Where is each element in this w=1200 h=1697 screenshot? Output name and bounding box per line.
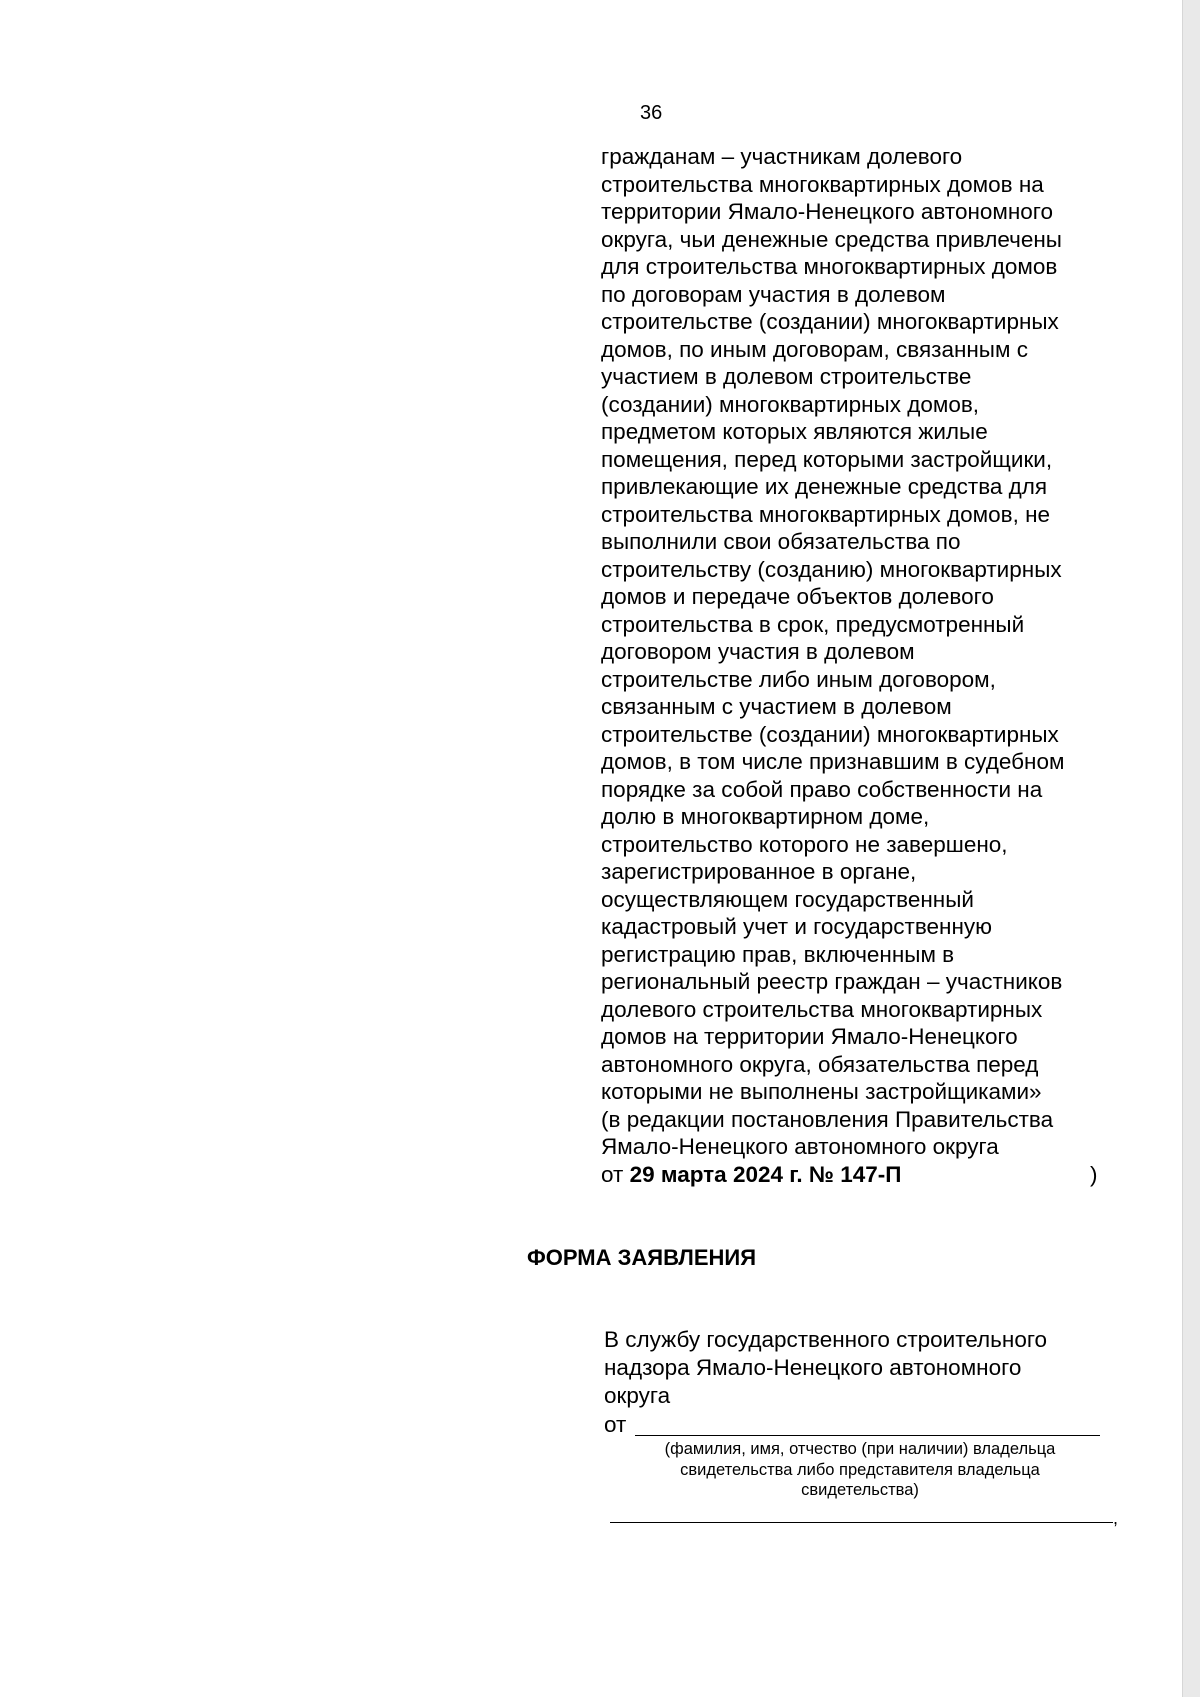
appendix-line: участием в долевом строительстве <box>601 364 972 389</box>
appendix-line: долевого строительства многоквартирных <box>601 996 1043 1022</box>
appendix-line: долю в многоквартирном доме, <box>601 804 930 829</box>
appendix-line: строительство которого не завершено, <box>601 831 1008 857</box>
appendix-line: строительства в срок, предусмотренный <box>601 611 1025 637</box>
appendix-line: строительства многоквартирных домов на <box>601 171 1044 197</box>
appendix-line: связанным с участием в долевом <box>601 694 952 719</box>
trailing-comma: , <box>1113 1508 1119 1528</box>
appendix-line: домов, по иным договорам, связанным с <box>601 336 1028 362</box>
appendix-line: привлекающие их денежные средства для <box>601 474 1048 499</box>
appendix-line: строительстве (создании) многоквартирных <box>601 309 1059 334</box>
amendment-close-paren: ) <box>1090 1161 1098 1187</box>
appendix-line: округа, чьи денежные средства привлечены <box>601 226 1062 252</box>
appendix-line: гражданам – участникам долевого <box>601 144 963 169</box>
amendment-date-number: 29 марта 2024 г. № 147-П <box>629 1161 902 1187</box>
appendix-line: региональный реестр граждан – участников <box>601 969 1063 994</box>
addressee-line: округа <box>604 1383 671 1408</box>
from-label: от <box>604 1412 627 1437</box>
appendix-line: Ямало-Ненецкого автономного округа <box>601 1134 999 1159</box>
appendix-line: зарегистрированное в органе, <box>601 859 917 884</box>
addressee-line: надзора Ямало-Ненецкого автономного <box>604 1355 1022 1380</box>
appendix-line: договором участия в долевом <box>601 639 915 664</box>
hint-line: свидетельства либо представителя владельца <box>680 1460 1040 1479</box>
appendix-header <box>601 143 1141 1188</box>
appendix-line: осуществляющем государственный <box>601 886 974 912</box>
appendix-line: выполнили свои обязательства по <box>601 529 961 554</box>
hint-line: свидетельства) <box>801 1481 919 1499</box>
addressee-block <box>604 1326 1124 1410</box>
scan-edge-shadow <box>1182 0 1200 1697</box>
amendment-line <box>601 1161 1141 1189</box>
appendix-line: домов, в том числе признавшим в судебном <box>601 749 1065 774</box>
appendix-line: (создании) многоквартирных домов, <box>601 391 980 417</box>
appendix-line: строительству (созданию) многоквартирных <box>601 556 1062 582</box>
applicant-name-field[interactable] <box>635 1435 1100 1436</box>
appendix-line: строительстве (создании) многоквартирных <box>601 721 1059 747</box>
applicant-extra-field[interactable] <box>610 1522 1113 1523</box>
appendix-line: предметом которых являются жилые <box>601 419 988 444</box>
appendix-line: строительстве либо иным договором, <box>601 666 996 692</box>
appendix-line: территории Ямало-Ненецкого автономного <box>601 199 1054 224</box>
appendix-line: строительства многоквартирных домов, не <box>601 501 1051 527</box>
applicant-name-hint <box>614 1439 1106 1501</box>
page-number: 36 <box>640 102 663 124</box>
appendix-line: автономного округа, обязательства перед <box>601 1051 1039 1077</box>
appendix-line: порядке за собой право собственности на <box>601 776 1043 802</box>
amendment-prefix: от <box>601 1161 630 1187</box>
appendix-line: (в редакции постановления Правительства <box>601 1106 1054 1132</box>
addressee-line: В службу государственного строительного <box>604 1327 1048 1352</box>
appendix-line: регистрацию прав, включенным в <box>601 941 955 967</box>
appendix-line: помещения, перед которыми застройщики, <box>601 446 1053 472</box>
appendix-line: по договорам участия в долевом <box>601 281 946 307</box>
appendix-line: домов на территории Ямало-Ненецкого <box>601 1024 1018 1049</box>
appendix-line: для строительства многоквартирных домов <box>601 254 1058 279</box>
form-heading: ФОРМА ЗАЯВЛЕНИЯ <box>527 1245 757 1270</box>
appendix-line: кадастровый учет и государственную <box>601 914 993 939</box>
hint-line: (фамилия, имя, отчество (при наличии) владельца <box>664 1440 1056 1458</box>
appendix-line: которыми не выполнены застройщиками» <box>601 1079 1042 1104</box>
appendix-line: домов и передаче объектов долевого <box>601 584 994 609</box>
